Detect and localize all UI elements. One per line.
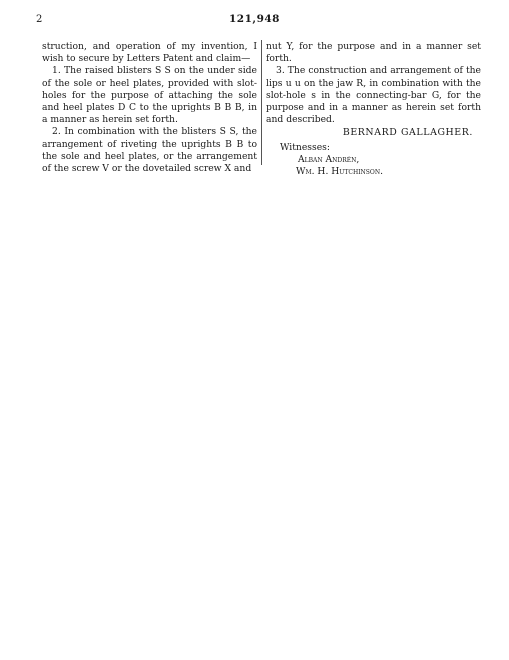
claim-2-paragraph: 2. In combination with the blisters S S, the arrangement of riveting the uprights B B to the sole and heel plates, or the arrangement of the screw V or the dovetailed screw X and [42,126,257,175]
claim-2-continuation-paragraph: nut Y, for the purpose and in a manner set forth. [266,41,481,65]
claim-1-paragraph: 1. The raised blisters S S on the under side of the sole or heel plates, provided with slot-holes for the purpose of attaching the sole and heel plates D C to the uprights B B B, in a manner as herein set forth. [42,65,257,126]
claim-3-paragraph: 3. The construction and arrangement of the lips u u on the jaw R, in combination with the slot-hole s in the connecting-bar G, for the purpose and in a manner as herein set forth and described. [266,65,481,126]
claim-intro-paragraph: struction, and operation of my invention, I wish to secure by Letters Patent and claim— [42,41,257,65]
witness-name-1: Alban Andrén, [298,153,360,165]
column-divider [261,40,262,165]
witnesses-label: Witnesses: [280,141,330,153]
inventor-signature: BERNARD GALLAGHER. [342,127,473,139]
patent-number: 121,948 [229,13,280,25]
witness-name-2: Wm. H. Hutchinson. [296,166,383,178]
left-column [42,41,257,175]
page-number: 2 [36,14,43,25]
right-column [266,41,481,178]
